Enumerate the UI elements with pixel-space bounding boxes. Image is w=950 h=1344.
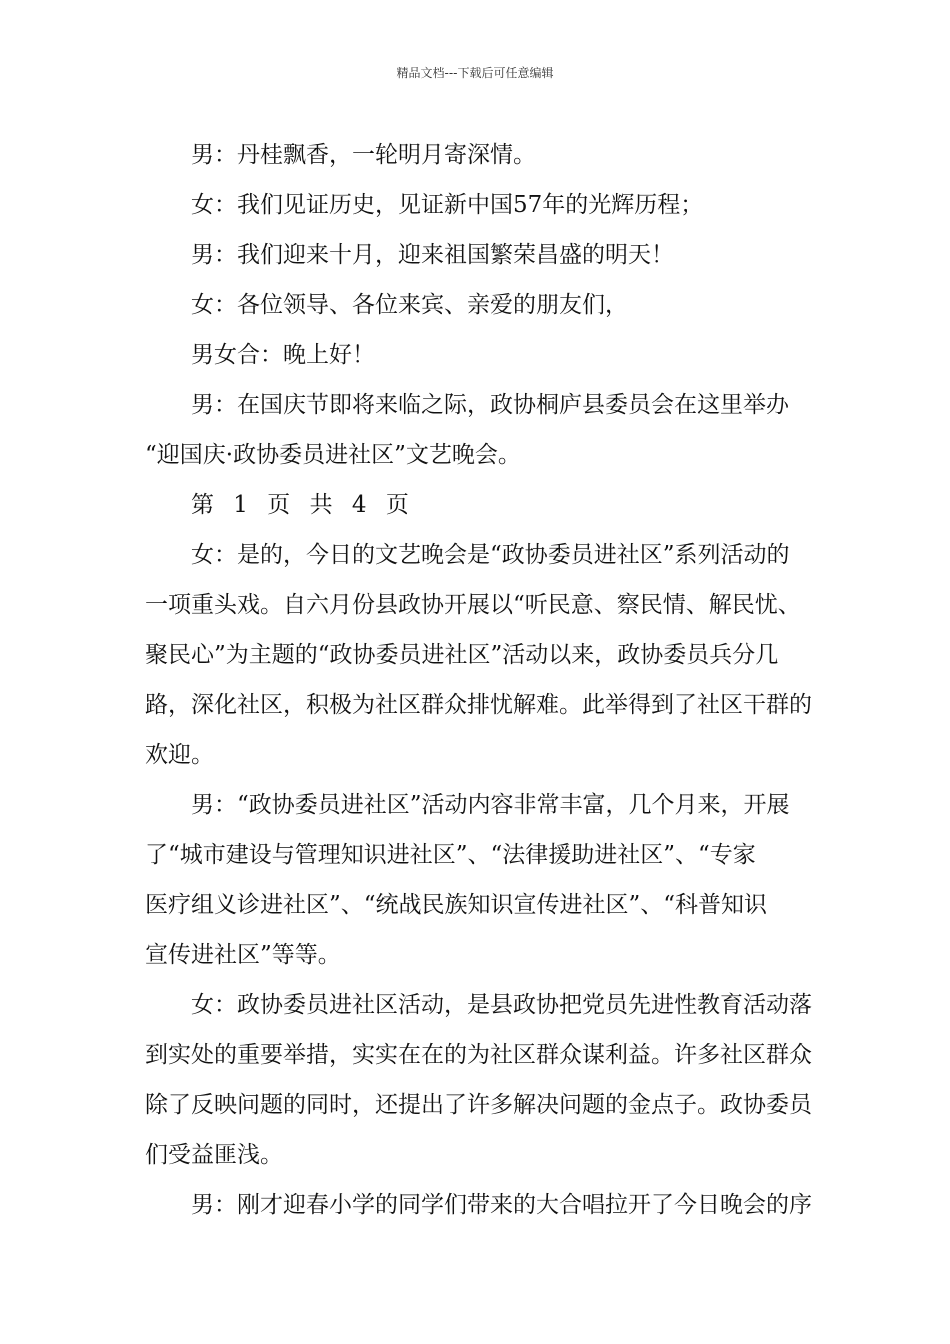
paragraph-line: 了“城市建设与管理知识进社区”、“法律援助进社区”、“专家 [145,842,756,868]
paragraph [145,780,807,980]
paragraph-line: 男：“政协委员进社区”活动内容非常丰富，几个月来，开展 [191,792,790,818]
paragraph-line: 宣传进社区”等等。 [145,942,341,968]
dialogue-line: 女：我们见证历史，见证新中国57年的光辉历程； [191,192,704,218]
intro-line: “迎国庆·政协委员进社区”文艺晚会。 [145,442,521,468]
document-body [145,130,812,1230]
paragraph-line: 女：是的，今日的文艺晚会是“政协委员进社区”系列活动的 [191,542,790,568]
paragraph-line: 们受益匪浅。 [145,1142,283,1168]
paragraph-line: 到实处的重要举措，实实在在的为社区群众谋利益。许多社区群众 [145,1042,812,1068]
page-header: 精品文档---下载后可任意编辑 [396,66,554,80]
intro-line: 男：在国庆节即将来临之际，政协桐庐县委员会在这里举办 [191,392,789,418]
page-number: 第 1 页 共 4 页 [191,492,415,518]
dialogue-line: 男：我们迎来十月，迎来祖国繁荣昌盛的明天！ [191,242,674,268]
dialogue-line: 女：各位领导、各位来宾、亲爱的朋友们， [191,292,628,318]
dialogue-line: 男女合：晚上好！ [191,342,375,368]
paragraph-line: 女：政协委员进社区活动，是县政协把党员先进性教育活动落 [191,992,812,1018]
dialogue-line: 男：丹桂飘香，一轮明月寄深情。 [191,142,536,168]
paragraph [145,1180,812,1230]
paragraph-line: 男：刚才迎春小学的同学们带来的大合唱拉开了今日晚会的序 [191,1192,812,1218]
paragraph-line: 一项重头戏。自六月份县政协开展以“听民意、察民情、解民忧、 [145,592,801,618]
paragraph [145,530,812,780]
paragraph [145,980,812,1180]
paragraph-line: 医疗组义诊进社区”、“统战民族知识宣传进社区”、“科普知识 [145,892,768,918]
paragraph-line: 欢迎。 [145,742,214,768]
paragraph-line: 路，深化社区，积极为社区群众排忧解难。此举得到了社区干群的 [145,692,812,718]
paragraph-line: 聚民心”为主题的“政协委员进社区”活动以来，政协委员兵分几 [145,642,779,668]
paragraph-line: 除了反映问题的同时，还提出了许多解决问题的金点子。政协委员 [145,1092,812,1118]
